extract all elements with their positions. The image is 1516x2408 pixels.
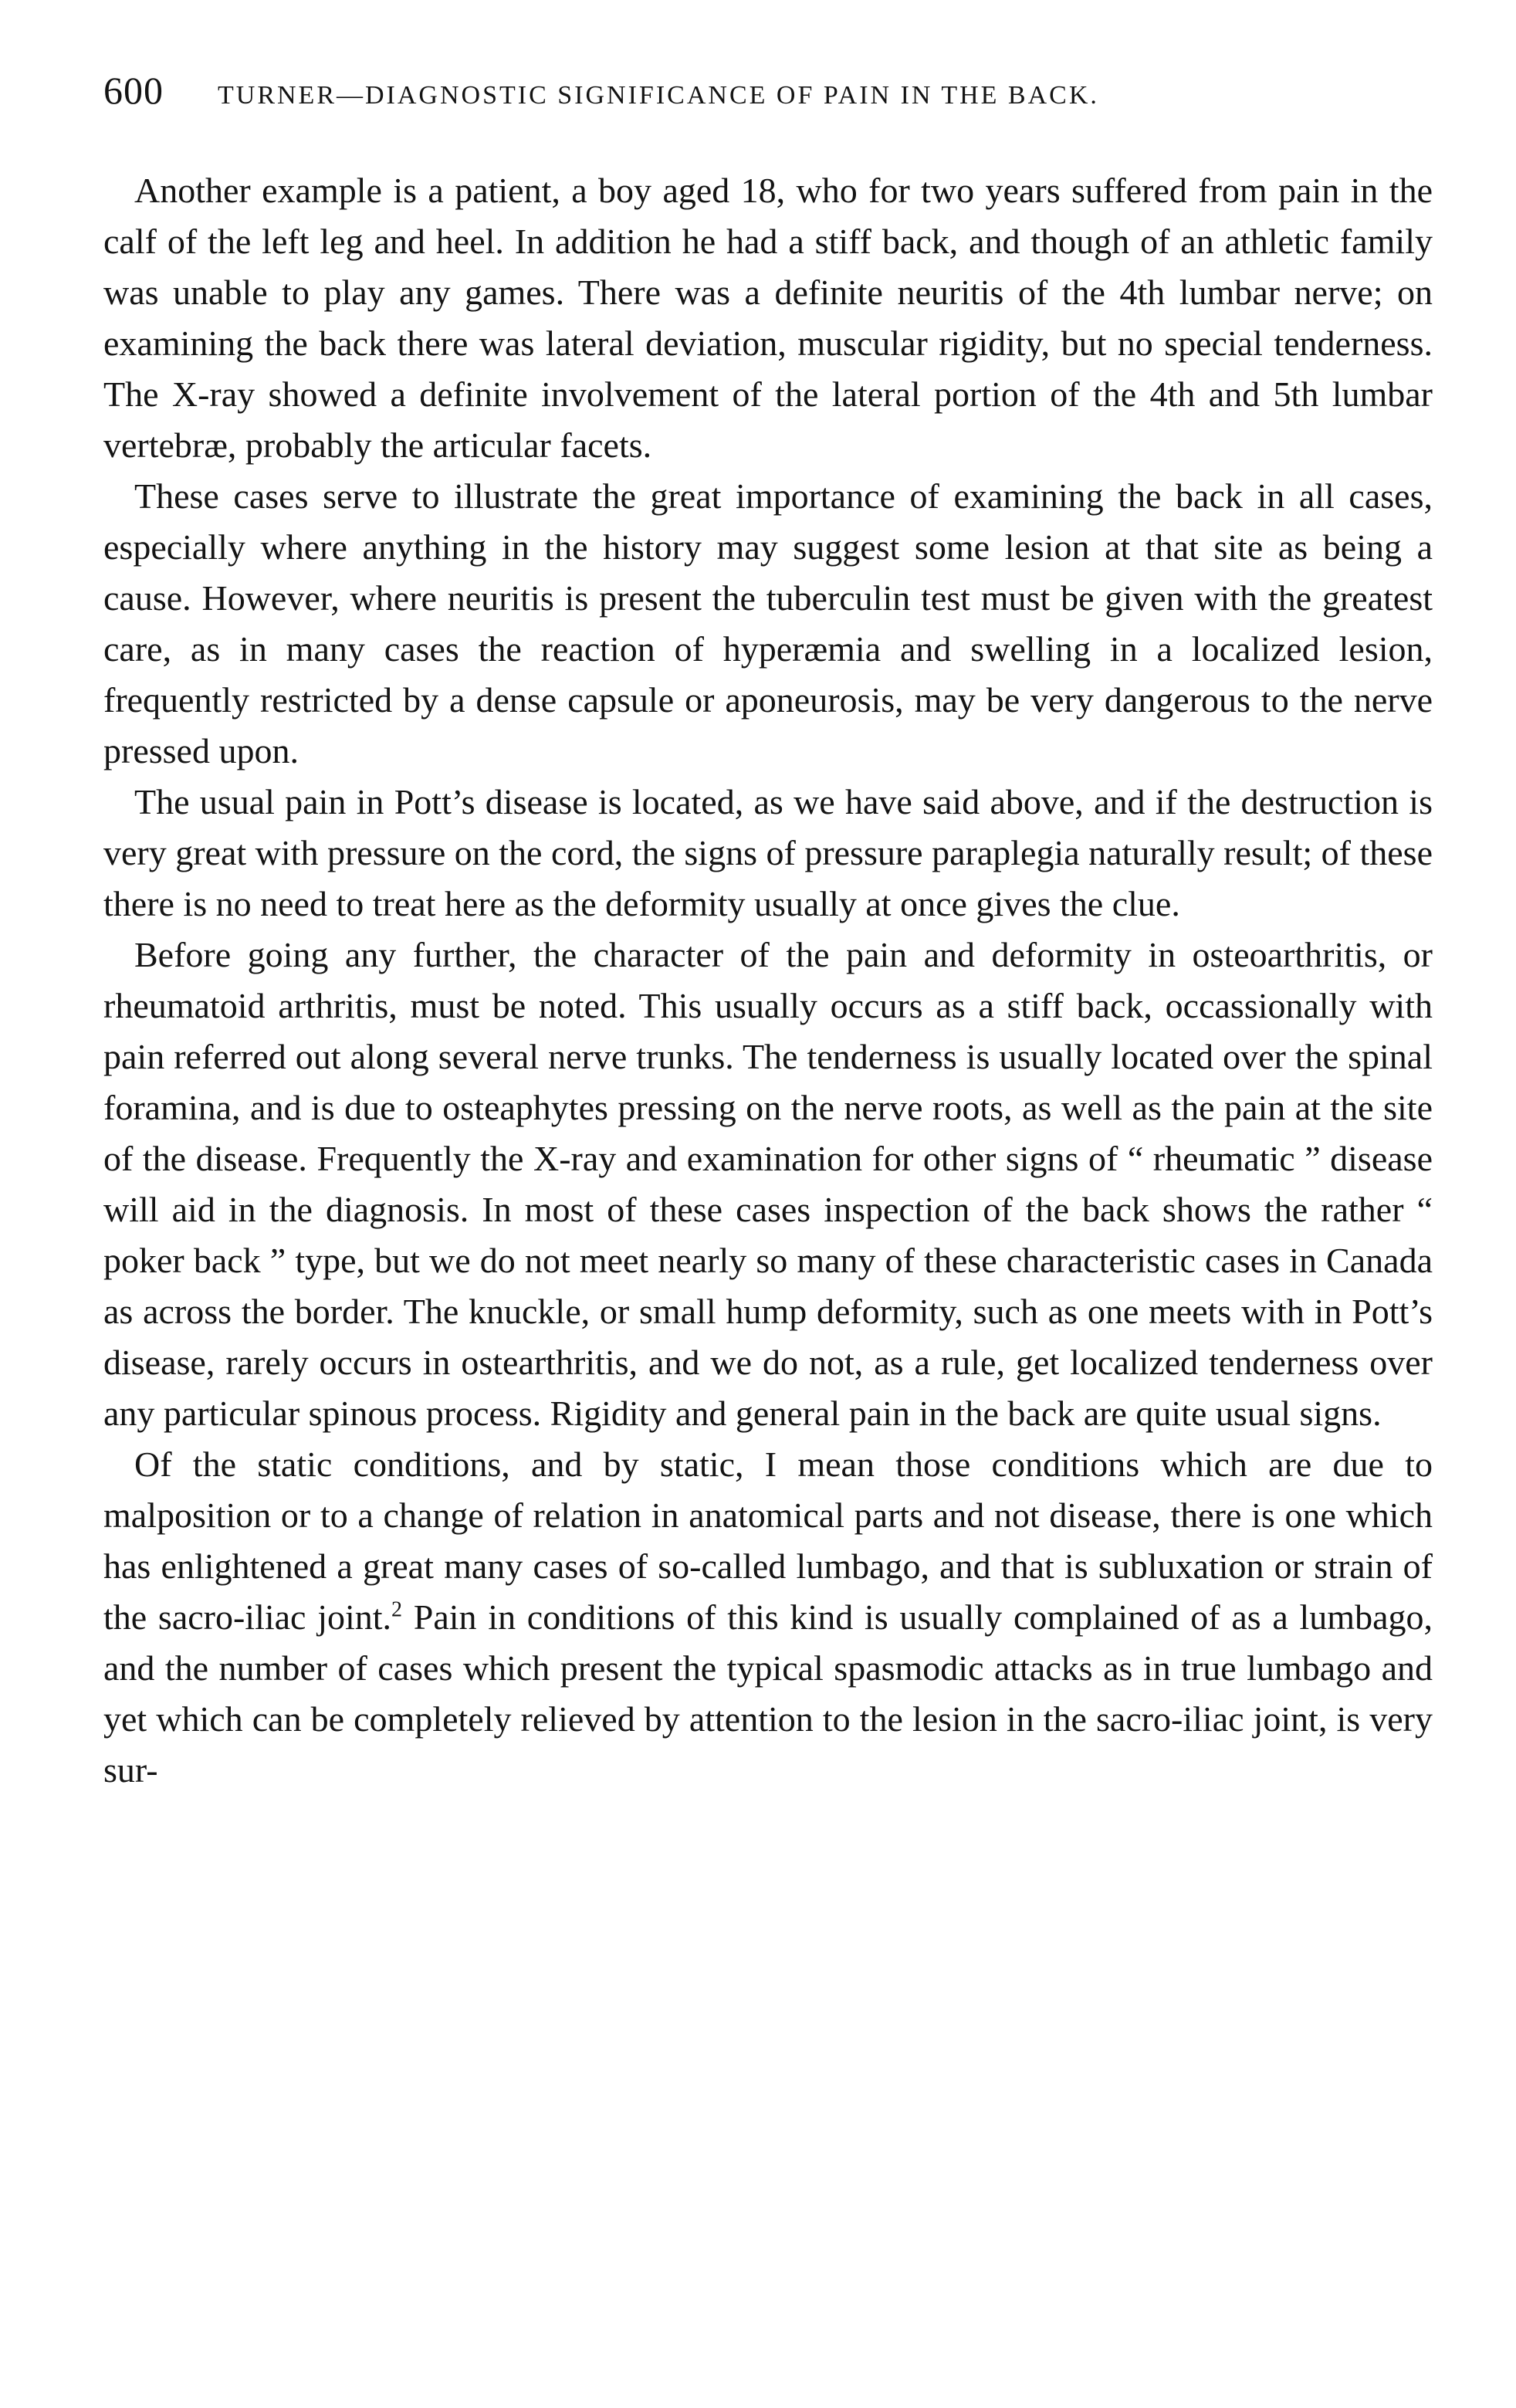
paragraph-example-case: Another example is a patient, a boy aged 18, who for two years suffered from pain in the calf of the left leg and heel. In addition he had a stiff back, and though of an athletic family was unable to play any games. There was a definite neuritis of the 4th lumbar nerve; on examining the back there was lateral deviation, muscular rigidity, but no special tenderness. The X-ray showed a definite involvement of the lateral portion of the 4th and 5th lumbar vertebræ, probably the articular facets. <box>103 171 1433 465</box>
body-text <box>103 165 1433 1796</box>
paragraph-static-conditions-end: Pain in conditions of this kind is usually complained of as a lumbago, and the number of cases which present the typical spasmodic attacks as in true lumbago and yet which can be completely relieved by attention to the lesion in the sacro-iliac joint, is very sur- <box>103 1597 1433 1790</box>
paragraph-static-conditions-start: Of the static conditions, and by static, I mean those conditions which are due to malposition or to a change of relation in anatomical parts and not disease, there is one which has enlightened a great many cases of so-called lumbago, and that is subluxation or strain of the sacro-iliac joint. <box>103 1444 1433 1637</box>
page-number: 600 <box>103 69 164 112</box>
paragraph-static-conditions <box>103 1439 1433 1796</box>
footnote-reference[interactable]: 2 <box>391 1597 403 1622</box>
running-head <box>103 68 1433 125</box>
running-title: TURNER—DIAGNOSTIC SIGNIFICANCE OF PAIN IN THE BACK. <box>218 81 1099 110</box>
paragraph-importance-of-examination: These cases serve to illustrate the great importance of examining the back in all cases, especially where anything in the history may suggest some lesion at that site as being a cause. However, where neuritis is present the tuberculin test must be given with the greatest care, as in many cases the reaction of hyperæmia and swelling in a localized lesion, frequently restricted by a dense capsule or aponeurosis, may be very dangerous to the nerve pressed upon. <box>103 476 1433 770</box>
paragraph-osteoarthritis: Before going any further, the character of the pain and deformity in osteoarthritis, or rheumatoid arthritis, must be noted. This usually occurs as a stiff back, occassionally with pain referred out along several nerve trunks. The tenderness is usually located over the spinal foramina, and is due to osteaphytes pressing on the nerve roots, as well as the pain at the site of the disease. Frequently the X-ray and examination for other signs of “ rheumatic ” disease will aid in the diagnosis. In most of these cases inspection of the back shows the rather “ poker back ” type, but we do not meet nearly so many of these characteristic cases in Canada as across the border. The knuckle, or small hump deformity, such as one meets with in Pott’s disease, rarely occurs in ostearthritis, and we do not, as a rule, get localized tenderness over any particular spinous process. Rigidity and general pain in the back are quite usual signs. <box>103 935 1433 1433</box>
book-page <box>103 68 1433 1796</box>
paragraph-potts-disease: The usual pain in Pott’s disease is located, as we have said above, and if the destruction is very great with pressure on the cord, the signs of pressure paraplegia naturally result; of these there is no need to treat here as the deformity usually at once gives the clue. <box>103 782 1433 923</box>
